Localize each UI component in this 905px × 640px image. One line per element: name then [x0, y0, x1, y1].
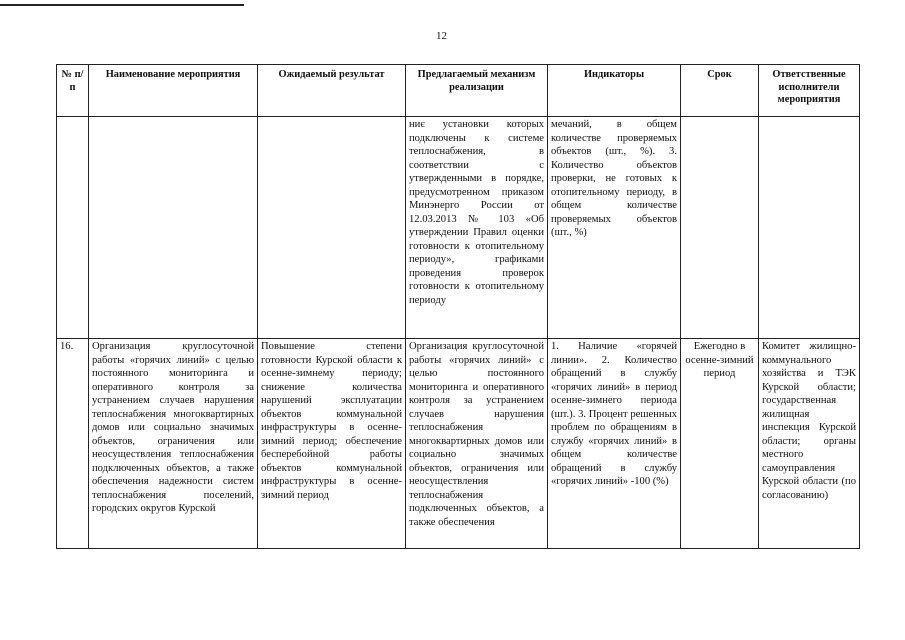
table-row-continued — [57, 117, 860, 339]
cell-result — [258, 117, 406, 339]
cell-num: 16. — [57, 339, 89, 549]
header-term: Срок — [681, 65, 759, 117]
cell-mechanism: ниє установки которых подключены к системе теплоснабжения, в соответствии с утвержденными в порядке, предусмотренном приказом Минэнерго России от 12.03.2013 № 103 «Об утверждении Правил оценки готовности к отопительному периоду», графиками проведения проверок готовности к отопительному периоду — [406, 117, 548, 339]
table-row-16 — [57, 339, 860, 549]
table-header-row — [57, 65, 860, 117]
header-num: № п/п — [57, 65, 89, 117]
cell-name — [89, 117, 258, 339]
cell-name: Организация круглосуточной работы «горячих линий» с целью постоянного мониторинга и оперативного контроля за устранением случаев нарушения теплоснабжения многоквартирных домов или социально значимых объектов, ограничения или неосуществления теплоснабжения подключенных объектов, а также обеспечения надежности систем теплоснабжения поселений, городских округов Курской — [89, 339, 258, 549]
header-result: Ожидаемый результат — [258, 65, 406, 117]
cell-term: Ежегодно в осенне-зимний период — [681, 339, 759, 549]
measures-table — [56, 64, 860, 549]
cell-num — [57, 117, 89, 339]
header-name: Наименование мероприятия — [89, 65, 258, 117]
header-indicators: Индикаторы — [548, 65, 681, 117]
cell-term — [681, 117, 759, 339]
cell-result: Повышение степени готовности Курской области к осенне-зимнему периоду; снижение количества нарушений эксплуатации объектов коммунальной инфраструктуры в осенне-зимний период; обеспечение бесперебойной работы объектов коммунальной инфраструктуры в осенне-зимний период — [258, 339, 406, 549]
header-mechanism: Предлагаемый механизм реализации — [406, 65, 548, 117]
top-rule — [0, 4, 244, 6]
cell-executors — [759, 117, 860, 339]
cell-executors: Комитет жилищно-коммунального хозяйства и ТЭК Курской области; государственная жилищная инспекция Курской области; органы местного самоуправления Курской области (по согласованию) — [759, 339, 860, 549]
cell-indicators: мечаний, в общем количестве проверяемых объектов (шт., %). 3. Количество объектов проверки, не готовых к отопительному периоду, в общем количестве проверяемых объектов (шт., %) — [548, 117, 681, 339]
cell-mechanism: Организация круглосуточной работы «горячих линий» с целью постоянного мониторинга и оперативного контроля за устранением случаев нарушения теплоснабжения многоквартирных домов или социально значимых объектов, ограничения или неосуществления теплоснабжения подключенных объектов, а также обеспечения — [406, 339, 548, 549]
cell-indicators: 1. Наличие «горячей линии». 2. Количество обращений в службу «горячих линий» в период осенне-зимнего периода (шт.). 3. Процент решенных проблем по обращениям в службу «горячих линий» в общем количестве обращений в службу «горячих линий» -100 (%) — [548, 339, 681, 549]
page-number: 12 — [436, 30, 447, 42]
header-executors: Ответственные исполнители мероприятия — [759, 65, 860, 117]
